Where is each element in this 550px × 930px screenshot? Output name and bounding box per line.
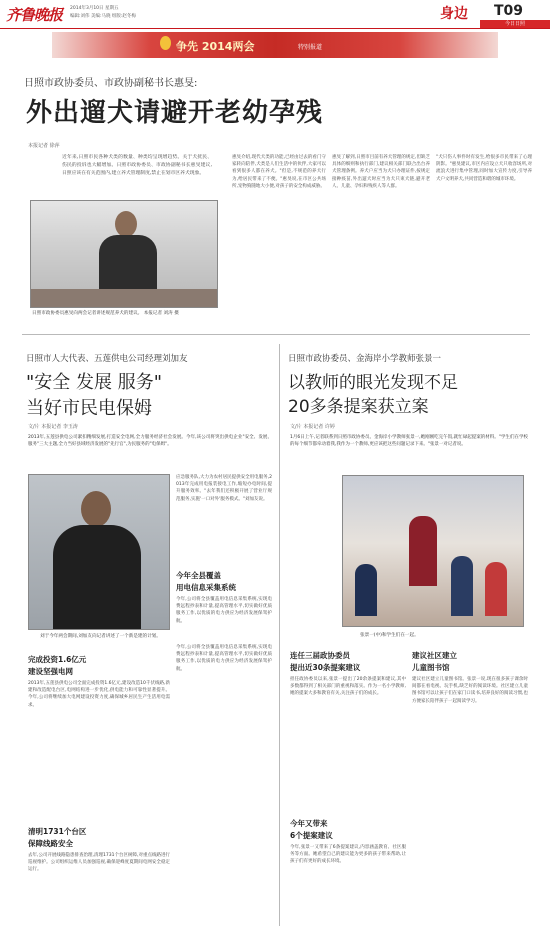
article3-subhead-2: 提出近30条提案建议 [290, 663, 361, 672]
article3-lead: 1月6日上午,记者联系到日照市政协委员、金海岸小学教师张景一,她刚刚吃完午饭,就忙碌起提案的材料。"学生们在学校的每个细节都牵动着我,我作为一个教师,更应该把这些问题记录下来。"张景一对记者说。 [290, 435, 528, 448]
subsection-label: 今日日照 [504, 21, 525, 27]
article3-photo [342, 475, 524, 627]
lantern-icon [160, 36, 171, 50]
article2-subhead-1: 完成投资1.6亿元 [28, 655, 87, 664]
student-figure [451, 556, 473, 616]
article3-photo-caption: 张景一(中)和学生们在一起。 [360, 633, 419, 638]
article2-col-mid-top: 应急服务队,大力为农村居民提供安全用电服务,2013年完成用电报装接电工作,缩短办电时间,提升服务效率。"去年我们还积极开展了营业厅规范服务,实施'一口对外'服务模式。"刘加友说。 [176, 475, 272, 502]
student-figure [355, 564, 377, 616]
section-name: 身边 [440, 6, 468, 22]
article2-col-left-2: 去年,公司开展线路隐患排查治理,清理1731个台区树障,对重点线路进行巡视维护。公司组织运维人员加强巡视,确保迎峰度夏期间电网安全稳定运行。 [28, 853, 170, 873]
article1-kicker: 日照市政协委员、市政协副秘书长惠旻: [24, 78, 198, 89]
article3-subhead-3: 今年又带来 [290, 819, 328, 828]
article3-col-b: 建议社区建立儿童图书馆。张景一说,现在很多孩子课余时间都在看电视、玩手机,缺乏好的阅读环境。社区建立儿童图书馆可以让孩子们在家门口读书,培养良好的阅读习惯,也方便家长陪伴孩子一起阅读学习。 [412, 677, 528, 704]
article1-col-2: 惠旻介绍,现代犬类的功能,已经由过去的看门守家转向陪伴,犬类是人们生活中的伙伴,大家可以看到很多人都在养犬。"但是,不规范的养犬行为,给居民带来了不便。"惠旻说,在市区公共场所,宠物狗随地大小便,对孩子的安全构成威胁。 [232, 155, 326, 189]
brand-logo: 齐鲁晚报 [6, 6, 63, 24]
article2-subhead-3: 清明1731个台区 [28, 827, 87, 836]
issue-meta-line: 2014年3月10日 星期五 [70, 6, 119, 11]
article3-kicker: 日照市政协委员、金海岸小学教师张景一 [288, 354, 442, 364]
student-figure [485, 562, 507, 616]
article2-lead: 2013年,五莲县供电公司紧扣精细发展,打造安全电网,全力服务经济社会发展。今年,该公司将突出供电企业"安全、发展、服务"三大主题,全力当好县域经济发展的"先行官",为民服务的"电保姆"。 [28, 435, 272, 448]
column-divider [279, 344, 280, 926]
teacher-figure [409, 516, 437, 586]
article2-subhead-5: 今年全县覆盖 [176, 571, 221, 580]
person-body [99, 235, 157, 293]
person-body [53, 525, 141, 630]
article2-kicker: 日照市人大代表、五莲供电公司经理刘加友 [26, 354, 188, 364]
article3-subhead-1: 连任三届政协委员 [290, 651, 350, 660]
article3-subhead-6: 儿童图书馆 [412, 663, 450, 672]
article3-byline: 文/片 本报记者 许婷 [290, 424, 335, 430]
article2-col-mid-bottom: 今年,公司将全县覆盖用电信息采集系统,实现电费远程抄表和计量,提高管理水平,切实做好优质服务工作,以优质的电力供应为经济发展保驾护航。 [176, 597, 272, 624]
article2-photo-caption: 刘于今年两会期间,刘加友向记者讲述了一个新是建的计划。 [40, 634, 161, 639]
article1-photo-caption: 日照市政协委员惠旻向两会记者讲述规范养犬的建议。 本报记者 刘涛 摄 [32, 311, 179, 316]
page-number: T09 [494, 3, 524, 19]
article2-subhead-4: 保障线路安全 [28, 839, 73, 848]
article1-col-4: "犬只伤人事件时有发生,给很多市民带来了心理阴影。"惠旻建议,市区内应设立犬只收容场所,对流浪犬进行集中管理,同时加大宣传力度,引导养犬户文明养犬,共同营造和谐的城市环境。 [436, 155, 532, 182]
article2-col-mid-lower: 今年,公司将全县覆盖用电信息采集系统,实现电费远程抄表和计量,提高管理水平,切实做好优质服务工作,以优质的电力供应为经济发展保驾护航。 [176, 645, 272, 672]
article1-title: 外出遛犬请避开老幼孕残 [26, 98, 324, 128]
article2-subhead-6: 用电信息采集系统 [176, 583, 236, 592]
desk [31, 289, 218, 308]
article2-photo [28, 474, 170, 630]
article3-col-a-2: 今年,张景一又带来了6条提案建议,内容涵盖教育、社区服务等方面。她希望自己的建议能为更多的孩子带来帮助,让孩子们有更好的成长环境。 [290, 845, 406, 865]
article2-col-left: 2013年,五莲县供电公司全面完成投资1.6亿元,建设改造10千伏线路,新建和改造配电台区,电网结构进一步优化,供电能力和可靠性显著提升。今年,公司将继续加大电网建设投资力度,确保城乡居民生产生活用电需求。 [28, 681, 170, 708]
article2-title-line2: 当好市民电保姆 [26, 398, 152, 419]
section-rule-1 [22, 334, 530, 335]
article3-title-line2: 20多条提案获立案 [288, 397, 429, 417]
masthead-rule [0, 28, 550, 29]
person-head [81, 491, 111, 527]
article2-title-line1: "安全 发展 服务" [26, 372, 163, 393]
banner [52, 32, 498, 58]
article2-byline: 文/片 本报记者 李玉涛 [28, 424, 78, 430]
article3-subhead-5: 建议社区建立 [412, 651, 457, 660]
article3-col-a: 担任政协委员以来,张景一提出了20余条提案和建议,其中多数都得到了相关部门的重视和落实。作为一名小学教师,她的提案大多和教育有关,关注孩子们的成长。 [290, 677, 406, 697]
article3-subhead-4: 6个提案建议 [290, 831, 333, 840]
article1-byline: 本报记者 徐萍 [28, 143, 60, 149]
editor-meta-line: 编辑:刘伟 美编:马晓 组版:赵冬梅 [70, 14, 136, 19]
article1-photo [30, 200, 218, 308]
banner-title: 争先 2014两会 [176, 40, 255, 53]
article3-title-line1: 以教师的眼光发现不足 [288, 373, 458, 393]
article2-subhead-2: 建设坚强电网 [28, 667, 73, 676]
person-head [115, 211, 137, 237]
masthead [0, 0, 550, 28]
article1-col-3: 惠旻了解到,日照市目前有养犬管理的规定,但缺乏具体的细则和执行部门,建议相关部门联合出台养犬管理条例。养犬户应当为犬只办理证件,按规定接种疫苗,外出遛犬时应当为犬只束犬链,避开老人、儿童、孕妇和残疾人等人群。 [332, 155, 430, 189]
article1-lead-col: 近年来,日照市民各种犬类的数量、种类均呈现增趋势。关于犬扰民、伤民的投诉也大幅增加。日照市政协委员、市政协副秘书长惠旻建议,日照应该在有关范围内,建立养犬管理制度,禁止在划市区养犬现象。 [62, 155, 212, 176]
banner-tag: 特别报道 [298, 44, 323, 51]
